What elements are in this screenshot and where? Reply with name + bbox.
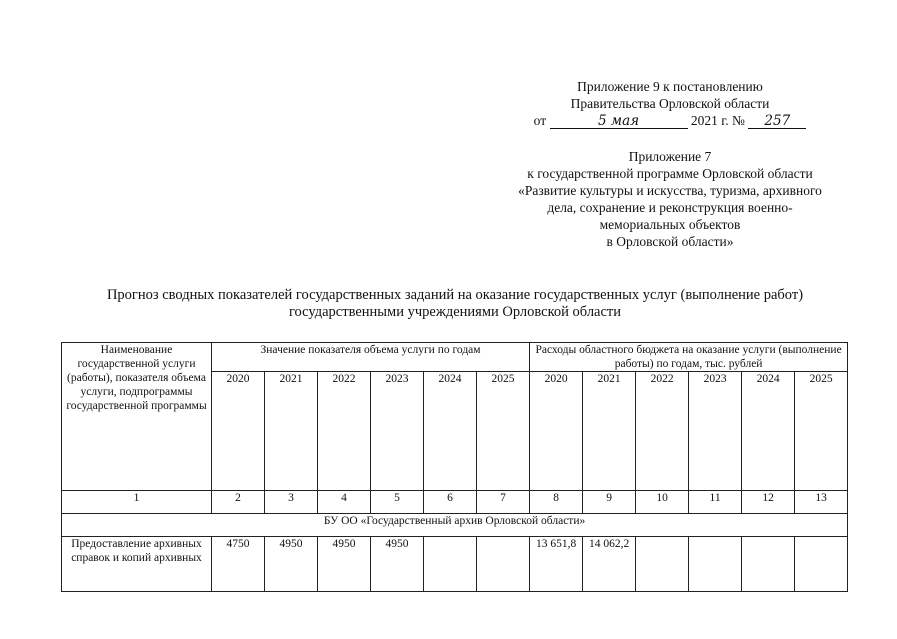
column-number: 8 [530,491,583,514]
from-label: от [533,113,547,128]
section-title: БУ ОО «Государственный архив Орловской области» [62,514,848,537]
column-number: 9 [583,491,636,514]
year-header: 2023 [689,372,742,491]
year-header: 2023 [371,372,424,491]
name-column-header: Наименование государственной услуги (работы), показателя объема услуги, подпрограммы государственной программы [62,343,212,491]
table-cell: 4950 [265,537,318,592]
column-number: 10 [636,491,689,514]
volume-group-header: Значение показателя объема услуги по годам [212,343,530,372]
appendix-7-line: Приложение 7 [628,149,712,164]
appendix-9-header [510,78,830,129]
year-header: 2024 [742,372,795,491]
title-line-2: государственными учреждениями Орловской области [288,304,622,320]
year-header: 2021 [265,372,318,491]
row-name: Предоставление архивных справок и копий архивных [62,537,212,592]
column-number: 6 [424,491,477,514]
column-number: 5 [371,491,424,514]
table-cell [742,537,795,592]
table-row [62,537,848,592]
column-number: 11 [689,491,742,514]
year-header: 2022 [636,372,689,491]
document-title [60,287,850,321]
handwritten-date: 5 мая [550,114,688,129]
appendix-7-line: в Орловской области» [606,234,734,249]
year-label: 2021 г. № [690,113,745,128]
column-number: 12 [742,491,795,514]
table-cell [477,537,530,592]
table-cell: 13 651,8 [530,537,583,592]
table-cell: 14 062,2 [583,537,636,592]
appendix-7-line: дела, сохранение и реконструкция военно- [547,200,793,215]
appendix-7-header [470,148,870,250]
order-date-line [510,112,830,129]
column-number: 1 [62,491,212,514]
appendix-9-line-1: Приложение 9 к постановлению [577,79,763,94]
appendix-7-line: к государственной программе Орловской области [527,166,813,181]
year-header: 2021 [583,372,636,491]
table-cell: 4750 [212,537,265,592]
forecast-table [61,342,848,592]
expense-group-header: Расходы областного бюджета на оказание услуги (выполнение работы) по годам, тыс. рублей [530,343,848,372]
table-cell: 4950 [371,537,424,592]
year-header: 2020 [212,372,265,491]
year-header: 2025 [795,372,848,491]
column-number: 13 [795,491,848,514]
year-header: 2022 [318,372,371,491]
title-line-1: Прогноз сводных показателей государственных заданий на оказание государственных услуг (выполнение работ) [106,287,804,303]
year-header: 2025 [477,372,530,491]
column-number: 2 [212,491,265,514]
column-number-row [62,491,848,514]
table-cell [424,537,477,592]
appendix-9-line-2: Правительства Орловской области [570,96,770,111]
handwritten-number: 257 [748,114,806,129]
table-cell: 4950 [318,537,371,592]
section-row [62,514,848,537]
year-header: 2024 [424,372,477,491]
table-cell [636,537,689,592]
column-number: 7 [477,491,530,514]
column-number: 4 [318,491,371,514]
table-cell [795,537,848,592]
appendix-7-line: «Развитие культуры и искусства, туризма, архивного [518,183,822,198]
year-header: 2020 [530,372,583,491]
appendix-7-line: мемориальных объектов [599,217,741,232]
table-header-row [62,343,848,372]
table-cell [689,537,742,592]
column-number: 3 [265,491,318,514]
